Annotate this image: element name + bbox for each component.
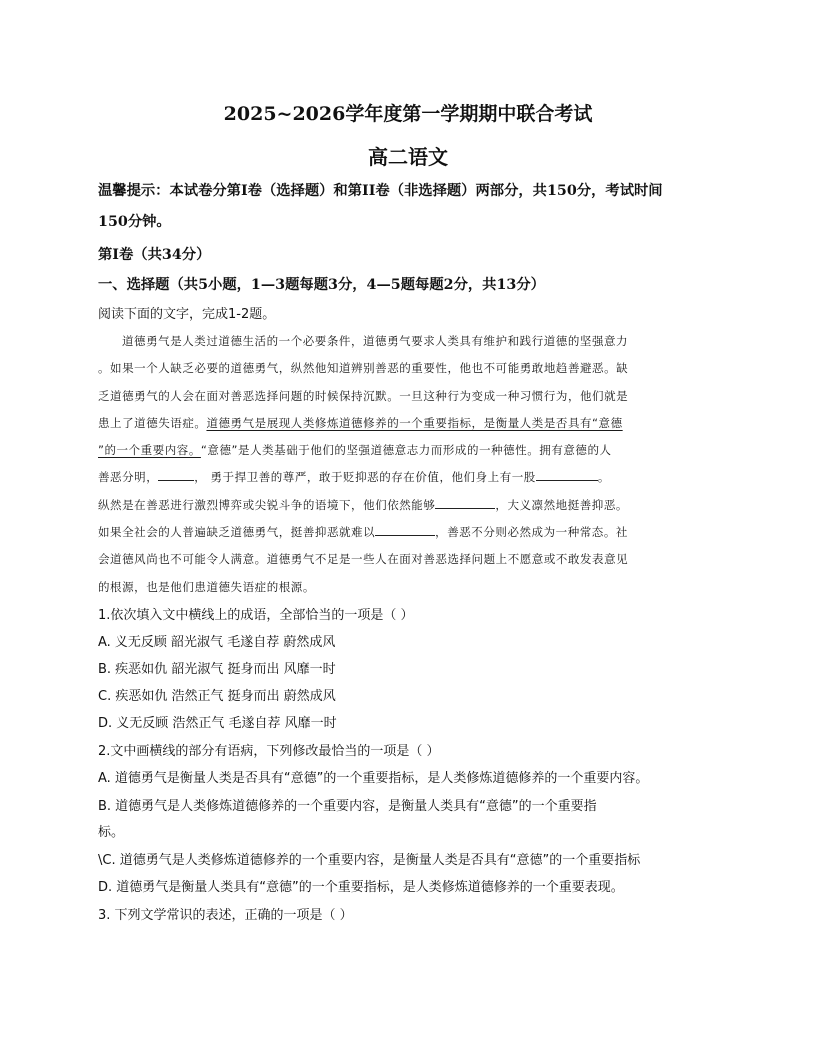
question-1-option-a: A. 义无反顾 韶光淑气 毛遂自荐 蔚然成风: [98, 635, 336, 650]
fill-blank-3: [435, 495, 495, 509]
passage-line: 会道德风尚也不可能令人满意。道德勇气不足是一些人在面对善恶选择问题上不愿意或不敢发表意见: [98, 552, 629, 567]
exam-notice: [98, 176, 728, 238]
question-2-option-c: \C. 道德勇气是人类修炼道德修养的一个重要内容，是衡量人类是否具有“意德”的一个重要指标: [98, 853, 641, 868]
question-2-option-b-cont: 标。: [98, 825, 125, 840]
question-2-option-a: A. 道德勇气是衡量人类是否具有“意德”的一个重要指标，是人类修炼道德修养的一个重要内容。: [98, 771, 649, 786]
passage-line: 如果全社会的人普遍缺乏道德勇气，挺善抑恶就难以: [98, 525, 376, 540]
choice-section-heading: 一、选择题（共5小题，1—3题每题3分，4—5题每题2分，共13分）: [98, 277, 545, 293]
passage-punct: 。: [597, 470, 610, 485]
notice-line-2: 150分钟。: [98, 214, 171, 230]
part-one-heading: 第I卷（共34分）: [98, 247, 211, 263]
question-2-option-b: B. 道德勇气是人类修炼道德修养的一个重要内容，是衡量人类具有“意德”的一个重要指: [98, 799, 597, 814]
passage-line: 道德勇气是人类过道德生活的一个必要条件，道德勇气要求人类具有维护和践行道德的坚强意力: [122, 334, 629, 348]
question-3: 3. 下列文学常识的表述，正确的一项是（ ）: [98, 908, 353, 923]
exam-subject: 高二语文: [368, 145, 448, 169]
passage-line: “意德”是人类基础于他们的坚强道德意志力而形成的一种德性。拥有意德的人: [200, 443, 612, 458]
passage-line: ， 勇于捍卫善的尊严，敢于贬抑恶的存在价值，他们身上有一股: [194, 470, 536, 485]
passage-line: 患上了道德失语症。: [98, 415, 207, 430]
question-1: 1.依次填入文中横线上的成语，全部恰当的一项是（ ）: [98, 608, 414, 623]
question-2: 2.文中画横线的部分有语病，下列修改最恰当的一项是（ ）: [98, 744, 440, 759]
fill-blank-4: [375, 522, 435, 536]
passage-line: 善恶分明，: [98, 470, 159, 485]
passage-line: 的根源，也是他们患道德失语症的根源。: [98, 579, 315, 594]
question-1-option-d: D. 义无反顾 浩然正气 毛遂自荐 风靡一时: [98, 716, 337, 731]
reading-passage: [98, 328, 718, 601]
notice-line-1: 温馨提示：本试卷分第I卷（选择题）和第II卷（非选择题）两部分，共150分，考试时间: [98, 183, 663, 199]
underlined-sentence: 道德勇气是展现人类修炼道德修养的一个重要指标，是衡量人类是否具有“意德: [206, 415, 623, 430]
fill-blank-2: [536, 467, 598, 481]
exam-title: 2025~2026学年度第一学期期中联合考试: [223, 103, 593, 125]
question-1-option-c: C. 疾恶如仇 浩然正气 挺身而出 蔚然成风: [98, 689, 336, 704]
question-1-option-b: B. 疾恶如仇 韶光淑气 挺身而出 风靡一时: [98, 662, 336, 677]
fill-blank-1: [158, 467, 194, 481]
passage-line: ，善恶不分则必然成为一种常态。社: [435, 525, 628, 540]
underlined-sentence: ”的一个重要内容。: [98, 443, 201, 458]
passage-line: 。如果一个人缺乏必要的道德勇气，纵然他知道辨别善恶的重要性，他也不可能勇敢地趋善避恶。缺: [98, 361, 629, 376]
passage-line: ，大义凛然地挺善抑恶。: [495, 497, 628, 512]
question-2-option-d: D. 道德勇气是衡量人类具有“意德”的一个重要指标，是人类修炼道德修养的一个重要表现。: [98, 880, 624, 895]
passage-line: 纵然是在善恶进行激烈博弈或尖锐斗争的语境下，他们依然能够: [98, 497, 436, 512]
reading-instruction: 阅读下面的文字，完成1-2题。: [98, 307, 276, 322]
passage-line: 乏道德勇气的人会在面对善恶选择问题的时候保持沉默。一旦这种行为变成一种习惯行为，他们就是: [98, 388, 629, 403]
